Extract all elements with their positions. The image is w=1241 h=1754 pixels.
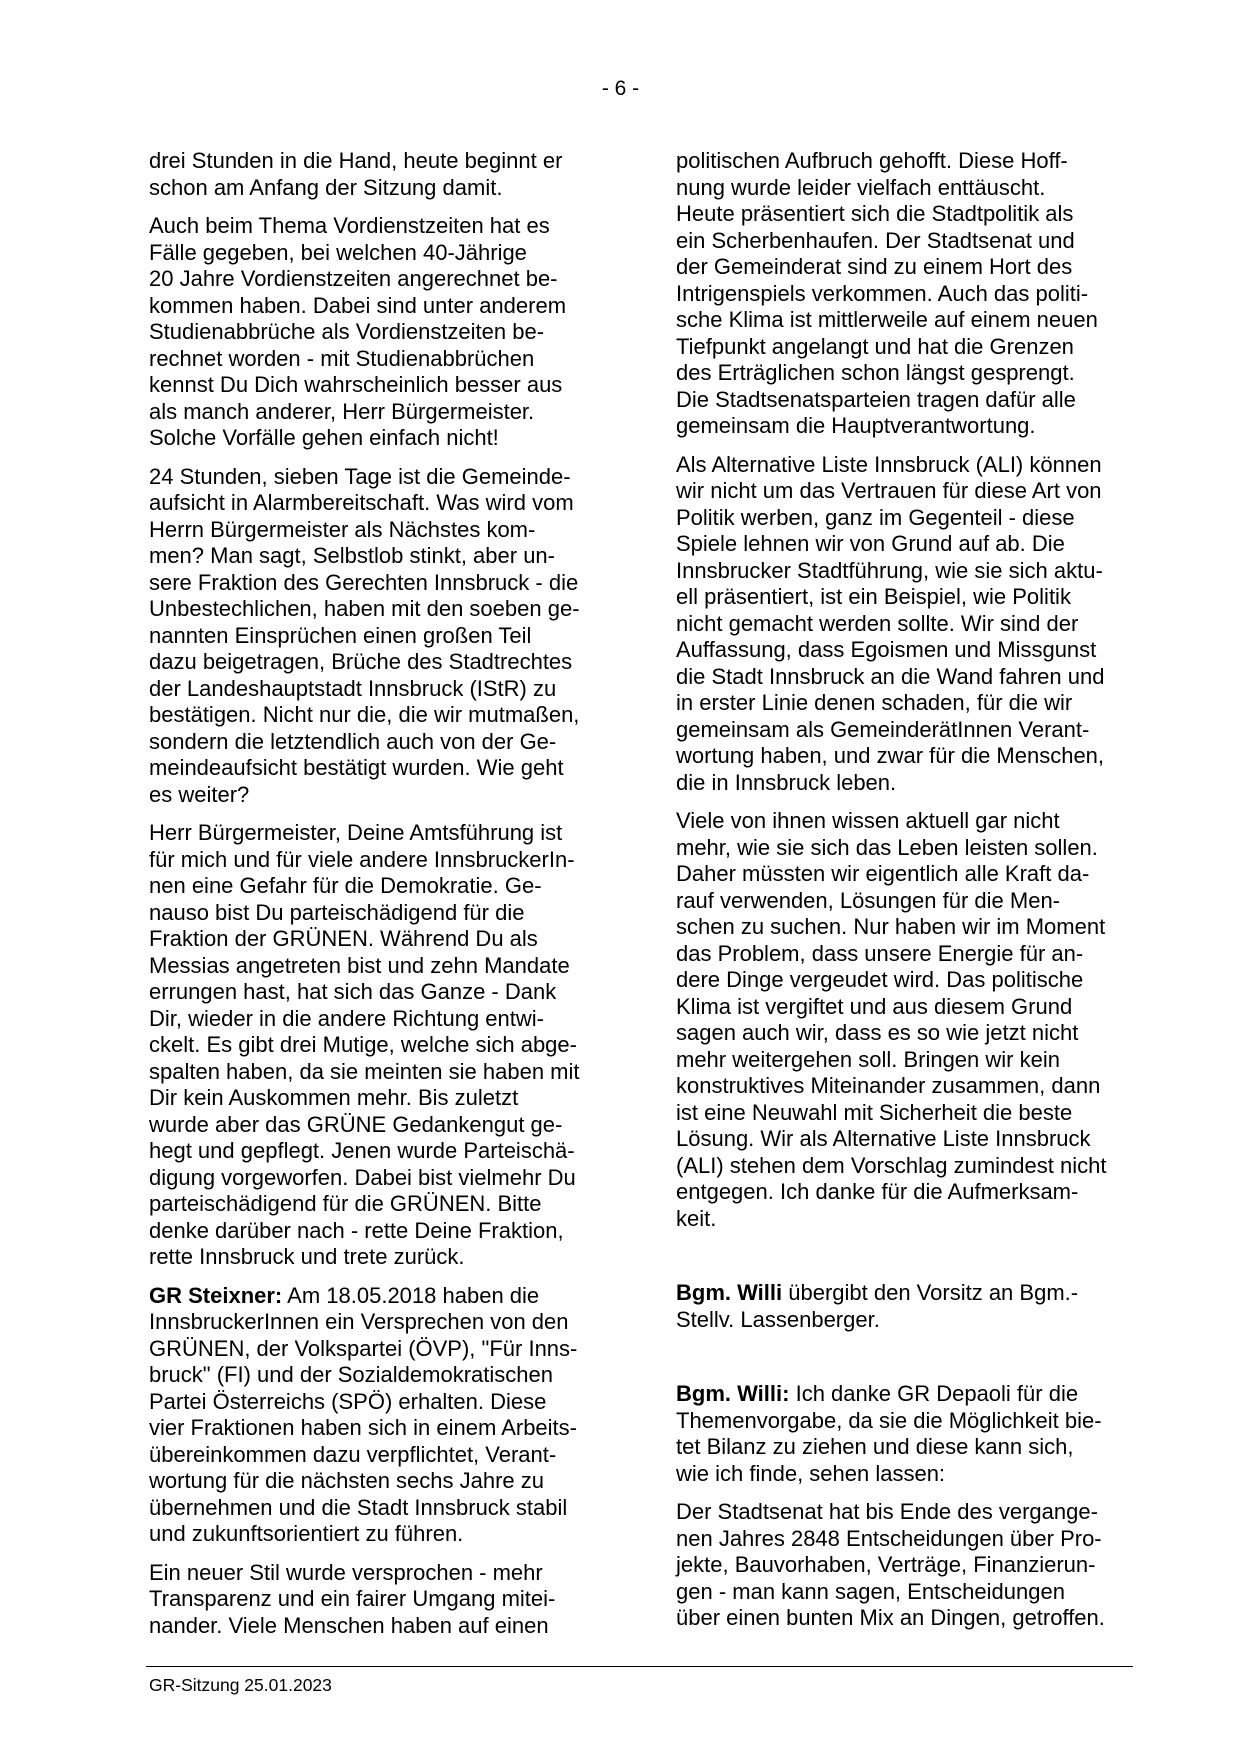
paragraph [676,452,1146,797]
paragraph [676,1499,1146,1632]
paragraph [676,148,1146,440]
paragraph-text: Ich danke GR Depaoli für die Themenvorgabe, da sie die Möglichkeit bie- tet Bilanz zu ziehen und diese kann sich, wie ich finde, sehen lassen: [676,1381,1102,1486]
paragraph-text: Der Stadtsenat hat bis Ende des vergange- nen Jahres 2848 Entscheidungen über Pro- jekte, Bauvorhaben, Verträge, Finanzierun- gen - man kann sagen, Entscheidungen über einen bunten Mix an Dingen, getroffen. [676,1499,1105,1630]
paragraph [149,1560,619,1640]
paragraph-text: Herr Bürgermeister, Deine Amtsführung ist für mich und für viele andere InnsbruckerIn- nen eine Gefahr für die Demokratie. Ge- nauso bist Du parteischädigend für die Fraktion der GRÜNEN. Während Du als Messias angetreten bist und zehn Mandate errungen hast, hat sich das Ganze - Dank Dir, wieder in die andere Richtung entwi- ckelt. Es gibt drei Mutige, welche sich abge- spalten haben, da sie meinten sie haben mit Dir kein Auskommen mehr. Bis zuletzt wurde aber das GRÜNE Gedankengut ge- hegt und gepflegt. Jenen wurde Parteischä- digung vorgeworfen. Dabei bist vielmehr Du parteischädigend für die GRÜNEN. Bitte denke darüber nach - rette Deine Fraktion, rette Innsbruck und trete zurück. [149,820,580,1269]
left-column [149,148,619,1651]
footer-divider [146,1666,1133,1667]
paragraph [676,1381,1146,1487]
paragraph-text: Am 18.05.2018 haben die InnsbruckerInnen ein Versprechen von den GRÜNEN, der Volkspartei (ÖVP), "Für Inns- bruck" (FI) und der Sozialdemokratischen Partei Österreichs (SPÖ) erhalten. Diese vier Fraktionen haben sich in einem Arbeits- übereinkommen dazu verpflichtet, Verant- wortung für die nächsten sechs Jahre zu übernehmen und die Stadt Innsbruck stabil und zukunftsorientiert zu führen. [149,1282,578,1546]
paragraph [676,1280,1146,1333]
paragraph-text: 24 Stunden, sieben Tage ist die Gemeinde- aufsicht in Alarmbereitschaft. Was wird vom Herrn Bürgermeister als Nächstes kom- men? Man sagt, Selbstlob stinkt, aber un- sere Fraktion des Gerechten Innsbruck - die Unbestechlichen, haben mit den soeben ge- nannten Einsprüchen einen großen Teil dazu beigetragen, Brüche des Stadtrechtes der Landeshauptstadt Innsbruck (IStR) zu bestätigen. Nicht nur die, die wir mutmaßen, sondern die letztendlich auch von der Ge- meindeaufsicht bestätigt wurden. Wie geht es weiter? [149,463,580,807]
paragraph-text: Auch beim Thema Vordienstzeiten hat es Fälle gegeben, bei welchen 40-Jährige 20 Jahre Vordienstzeiten angerechnet be- kommen haben. Dabei sind unter anderem Studienabbrüche als Vordienstzeiten be- rechnet worden - mit Studienabbrüchen kennst Du Dich wahrscheinlich besser aus als manch anderer, Herr Bürgermeister. Solche Vorfälle gehen einfach nicht! [149,213,567,450]
paragraph-text: drei Stunden in die Hand, heute beginnt er schon am Anfang der Sitzung damit. [149,148,563,200]
speaker-name: Bgm. Willi: [676,1381,790,1406]
speaker-name: GR Steixner: [149,1282,283,1308]
paragraph [149,464,619,809]
paragraph [149,820,619,1271]
paragraph [676,808,1146,1232]
speaker-name: Bgm. Willi [676,1280,783,1305]
page-number: - 6 - [601,77,640,100]
paragraph-text: Viele von ihnen wissen aktuell gar nicht mehr, wie sie sich das Leben leisten sollen. Daher müssten wir eigentlich alle Kraft da- rauf verwenden, Lösungen für die Men- schen zu suchen. Nur haben wir im Moment das Problem, dass unsere Energie für an- dere Dinge vergeudet wird. Das politische Klima ist vergiftet und aus diesem Grund sagen auch wir, dass es so wie jetzt nicht mehr weitergehen soll. Bringen wir kein konstruktives Miteinander zusammen, dann ist eine Neuwahl mit Sicherheit die beste Lösung. Wir als Alternative Liste Innsbruck (ALI) stehen dem Vorschlag zumindest nicht entgegen. Ich danke für die Aufmerksam- keit. [676,808,1107,1231]
paragraph [149,148,619,201]
paragraph [149,213,619,452]
paragraph-text: Ein neuer Stil wurde versprochen - mehr Transparenz und ein fairer Umgang mitei- nander. Viele Menschen haben auf einen [149,1559,556,1638]
footer-session-date: GR-Sitzung 25.01.2023 [149,1675,332,1695]
paragraph-text: übergibt den Vorsitz an Bgm.- Stellv. Lassenberger. [676,1280,1079,1332]
paragraph [149,1283,619,1548]
right-column [676,148,1146,1644]
paragraph-text: politischen Aufbruch gehofft. Diese Hoff- nung wurde leider vielfach enttäuscht. Heute präsentiert sich die Stadtpolitik als ein Scherbenhaufen. Der Stadtsenat und der Gemeinderat sind zu einem Hort des Intrigenspiels verkommen. Auch das politi- sche Klima ist mittlerweile auf einem neuen Tiefpunkt angelangt und hat die Grenzen des Erträglichen schon längst gesprengt. Die Stadtsenatsparteien tragen dafür alle gemeinsam die Hauptverantwortung. [676,148,1098,438]
paragraph-text: Als Alternative Liste Innsbruck (ALI) können wir nicht um das Vertrauen für diese Art von Politik werben, ganz im Gegenteil - diese Spiele lehnen wir von Grund auf ab. Die Innsbrucker Stadtführung, wie sie sich aktu- ell präsentiert, ist ein Beispiel, wie Politik nicht gemacht werden sollte. Wir sind der Auffassung, dass Egoismen und Missgunst die Stadt Innsbruck an die Wand fahren und in erster Linie denen schaden, für die wir gemeinsam als GemeinderätInnen Verant- wortung haben, und zwar für die Menschen, die in Innsbruck leben. [676,451,1105,795]
